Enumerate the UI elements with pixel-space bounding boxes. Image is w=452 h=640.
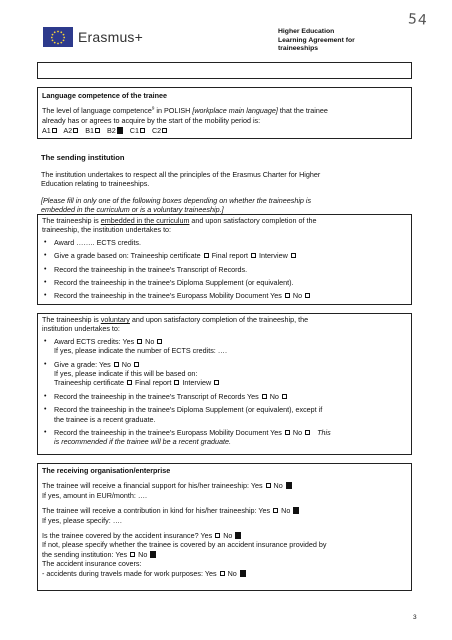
sending-text: The institution undertakes to respect all the principles of the Erasmus Charter for Higher bbox=[41, 170, 321, 179]
embedded-intro bbox=[42, 216, 407, 225]
language-statement-line bbox=[42, 106, 407, 115]
contribution-in-kind-line bbox=[42, 506, 407, 515]
document-title-line: traineeships bbox=[278, 45, 319, 52]
checkbox-traineeship-certificate[interactable] bbox=[204, 253, 209, 258]
sending-institution-insurance-line bbox=[42, 550, 407, 559]
sending-text: Education relating to traineeships. bbox=[41, 179, 150, 189]
item-text: Record the traineeship in the trainee's Transcript of Records Yes bbox=[54, 391, 259, 401]
checkbox-b1[interactable] bbox=[95, 128, 100, 133]
checkbox-travel-yes[interactable] bbox=[220, 571, 225, 576]
voluntary-traineeship-box bbox=[37, 313, 412, 455]
list-item bbox=[42, 360, 407, 388]
receiving-text: - accidents during travels made for work purposes: Yes bbox=[42, 568, 217, 578]
list-item bbox=[42, 428, 407, 447]
intro-text: and upon satisfactory completion of the bbox=[189, 216, 317, 225]
list-item bbox=[42, 291, 407, 300]
embedded-intro-l2: traineeship, the institution undertakes to: bbox=[42, 225, 172, 235]
insurance-covers-line: The accident insurance covers: bbox=[42, 559, 142, 569]
sending-heading: The sending institution bbox=[41, 153, 125, 162]
embedded-traineeship-box bbox=[37, 214, 412, 305]
receiving-text: No bbox=[281, 506, 291, 516]
page-number: 3 bbox=[413, 614, 417, 621]
receiving-text: The trainee will receive a financial support for his/her traineeship: Yes bbox=[42, 481, 263, 491]
language-heading: Language competence of the trainee bbox=[42, 91, 168, 100]
not-covered-line: If not, please specify whether the trainee is covered by an accident insurance provided by bbox=[42, 540, 327, 550]
checkbox-ects-no[interactable] bbox=[157, 339, 162, 344]
checkbox-interview[interactable] bbox=[214, 380, 219, 385]
checkbox-final-report[interactable] bbox=[174, 380, 179, 385]
sending-instruction-text: [Please fill in only one of the following boxes depending on whether the traineeship is bbox=[41, 196, 312, 205]
list-item bbox=[42, 251, 407, 260]
receiving-text: No bbox=[223, 531, 233, 541]
item-text: Final report bbox=[211, 251, 248, 261]
item-text: Award ECTS credits: Yes bbox=[54, 336, 135, 346]
intro-text: The traineeship is bbox=[42, 216, 101, 225]
item-text: No bbox=[121, 359, 131, 369]
item-text: Record the traineeship in the trainee's Diploma Supplement (or equivalent), except if bbox=[54, 405, 323, 415]
intro-text: and upon satisfactory completion of the traineeship, the bbox=[129, 315, 309, 324]
language-statement-line: already has or agrees to acquire by the start of the mobility period is: bbox=[42, 115, 261, 125]
item-text: Final report bbox=[135, 378, 172, 388]
voluntary-intro bbox=[42, 315, 407, 324]
level-label: B1 bbox=[85, 126, 94, 136]
item-text: If yes, please indicate the number of ECTS credits: …. bbox=[54, 346, 227, 356]
receiving-heading: The receiving organisation/enterprise bbox=[42, 466, 171, 475]
item-text: Give a grade: Yes bbox=[54, 359, 111, 369]
item-text: No bbox=[145, 336, 155, 346]
item-note: This bbox=[317, 428, 331, 438]
language-competence-box bbox=[37, 87, 412, 139]
item-text: Award …….. ECTS credits. bbox=[54, 237, 141, 247]
level-label: A2 bbox=[63, 126, 73, 136]
level-label: B2 bbox=[106, 126, 116, 136]
item-text: Record the traineeship in the trainee's Europass Mobility Document Yes bbox=[54, 428, 282, 438]
checkbox-europass-yes[interactable] bbox=[285, 293, 290, 298]
accident-insurance-line bbox=[42, 531, 407, 540]
footnote-ref: 9 bbox=[151, 106, 155, 112]
checkbox-europass-no[interactable] bbox=[305, 430, 310, 435]
checkbox-kind-no-checked[interactable] bbox=[293, 507, 299, 514]
checkbox-transcript-no[interactable] bbox=[282, 394, 287, 399]
checkbox-europass-yes[interactable] bbox=[285, 430, 290, 435]
item-text: No bbox=[269, 391, 279, 401]
checkbox-financial-no-checked[interactable] bbox=[286, 482, 292, 489]
sending-instructions bbox=[41, 196, 412, 215]
checkbox-interview[interactable] bbox=[291, 253, 296, 258]
eu-flag-icon bbox=[43, 27, 73, 47]
receiving-text: The trainee will receive a contribution in kind for his/her traineeship: Yes bbox=[42, 506, 271, 516]
receiving-text: No bbox=[227, 568, 237, 578]
intro-emphasis: embedded in the curriculum bbox=[100, 216, 190, 225]
level-label: C1 bbox=[129, 126, 139, 136]
checkbox-transcript-yes[interactable] bbox=[262, 394, 267, 399]
checkbox-c1[interactable] bbox=[140, 128, 145, 133]
checkbox-accident-yes[interactable] bbox=[215, 533, 220, 538]
language-text: that the trainee bbox=[277, 106, 328, 116]
kind-specify-line: If yes, please specify: …. bbox=[42, 515, 122, 525]
travel-accidents-line bbox=[42, 569, 407, 578]
checkbox-grade-yes[interactable] bbox=[114, 362, 119, 367]
checkbox-kind-yes[interactable] bbox=[273, 508, 278, 513]
level-label: C2 bbox=[151, 126, 162, 136]
document-title-line: Learning Agreement for bbox=[278, 36, 355, 44]
financial-support-line bbox=[42, 481, 407, 490]
language-level-options bbox=[42, 126, 407, 135]
intro-emphasis: voluntary bbox=[100, 315, 130, 324]
empty-info-box bbox=[37, 62, 412, 79]
item-text: No bbox=[292, 428, 303, 438]
list-item bbox=[42, 278, 407, 287]
checkbox-sending-insurance-no-checked[interactable] bbox=[150, 551, 156, 558]
item-text: Give a grade based on: Traineeship certificate bbox=[54, 251, 201, 261]
item-text: No bbox=[292, 291, 303, 301]
sending-paragraph bbox=[41, 170, 412, 189]
voluntary-undertakings-list bbox=[42, 337, 407, 447]
item-text: Interview bbox=[182, 378, 212, 388]
item-text: Traineeship certificate bbox=[54, 378, 125, 388]
checkbox-europass-no[interactable] bbox=[305, 293, 310, 298]
item-text: Interview bbox=[259, 251, 288, 261]
receiving-text: No bbox=[138, 549, 148, 559]
checkbox-final-report[interactable] bbox=[251, 253, 256, 258]
checkbox-b2-checked[interactable] bbox=[117, 127, 123, 134]
intro-text: The traineeship is bbox=[42, 315, 101, 324]
receiving-text: No bbox=[273, 481, 283, 491]
item-note: is recommended if the trainee will be a recent graduate. bbox=[54, 437, 231, 447]
embedded-undertakings-list bbox=[42, 238, 407, 301]
handwritten-page-mark: 54 bbox=[407, 11, 429, 29]
list-item bbox=[42, 238, 407, 247]
checkbox-accident-no-checked[interactable] bbox=[235, 532, 241, 539]
checkbox-sending-insurance-yes[interactable] bbox=[130, 552, 135, 557]
receiving-organisation-box bbox=[37, 463, 412, 591]
voluntary-intro-l2: institution undertakes to: bbox=[42, 324, 120, 334]
sending-instruction-text: embedded in the curriculum or is a voluntary traineeship.] bbox=[41, 205, 224, 215]
list-item bbox=[42, 405, 407, 424]
brand-name: Erasmus+ bbox=[78, 29, 144, 45]
receiving-text: Is the trainee covered by the accident insurance? Yes bbox=[42, 531, 213, 541]
language-text: The level of language competence bbox=[42, 106, 152, 116]
item-text: If yes, please indicate if this will be based on: bbox=[54, 369, 198, 379]
checkbox-grade-no[interactable] bbox=[134, 362, 139, 367]
list-item bbox=[42, 392, 407, 401]
level-label: A1 bbox=[42, 126, 51, 136]
item-text: the trainee is a recent graduate. bbox=[54, 414, 156, 424]
item-text: Record the traineeship in the trainee's Europass Mobility Document Yes bbox=[54, 291, 282, 301]
financial-amount-line: If yes, amount in EUR/month: …. bbox=[42, 490, 148, 500]
item-text: Record the traineeship in the trainee's Transcript of Records. bbox=[54, 264, 248, 274]
document-title-line: Higher Education bbox=[278, 28, 335, 35]
document-title bbox=[278, 28, 355, 54]
list-item bbox=[42, 265, 407, 274]
language-text: in POLISH bbox=[154, 106, 193, 116]
checkbox-c2[interactable] bbox=[162, 128, 167, 133]
checkbox-ects-yes[interactable] bbox=[137, 339, 142, 344]
erasmus-logo bbox=[43, 27, 143, 47]
list-item bbox=[42, 337, 407, 356]
checkbox-traineeship-certificate[interactable] bbox=[127, 380, 132, 385]
checkbox-financial-yes[interactable] bbox=[266, 483, 271, 488]
checkbox-travel-no-checked[interactable] bbox=[240, 570, 246, 577]
item-text: Record the traineeship in the trainee's Diploma Supplement (or equivalent). bbox=[54, 278, 294, 288]
checkbox-a1[interactable] bbox=[52, 128, 57, 133]
checkbox-a2[interactable] bbox=[73, 128, 78, 133]
receiving-text: the sending institution: Yes bbox=[42, 549, 128, 559]
language-hint: [workplace main language] bbox=[192, 106, 278, 116]
